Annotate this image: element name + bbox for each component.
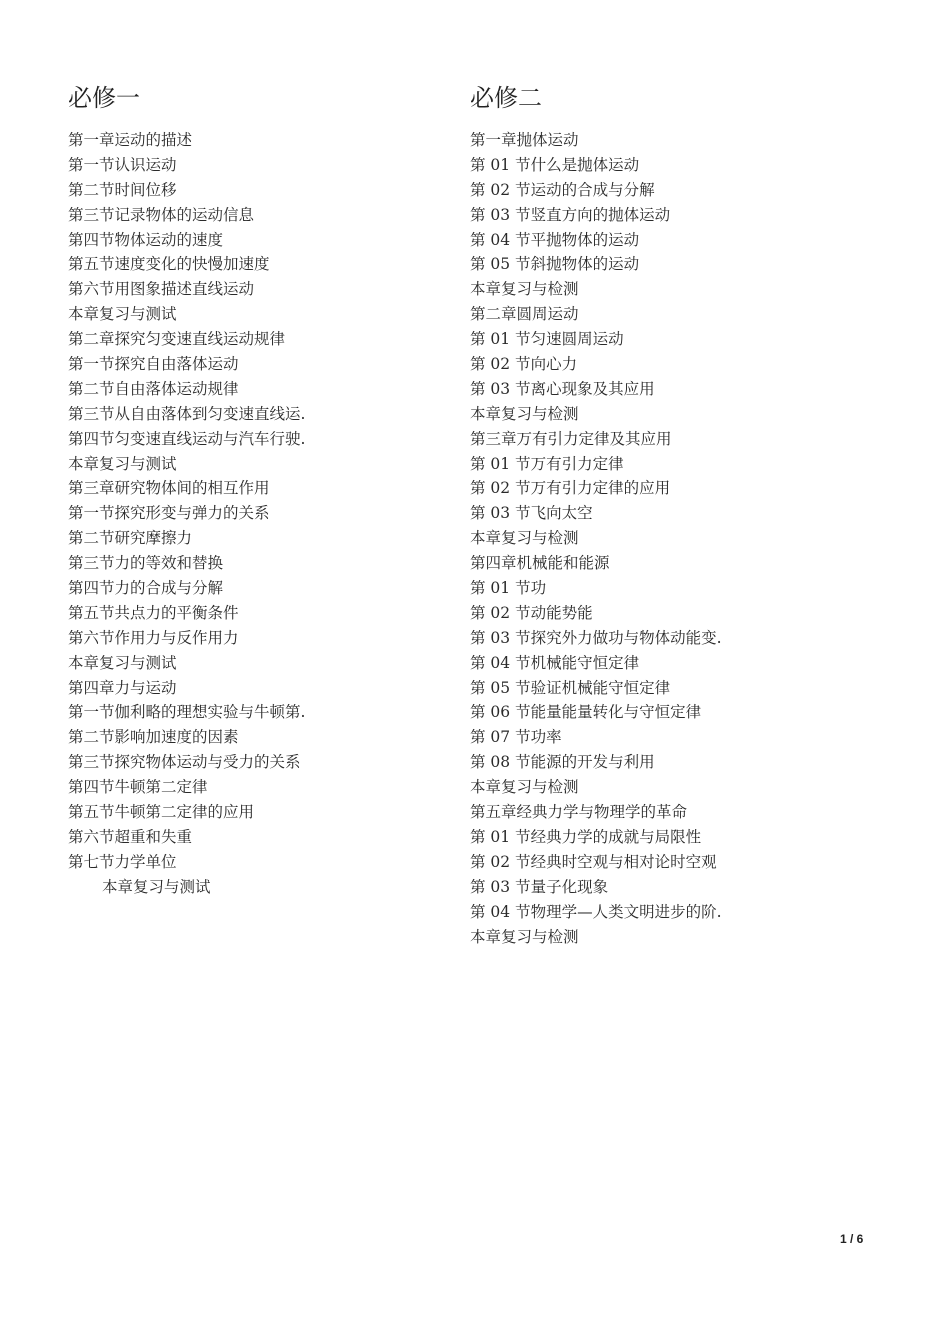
- toc-entry: 第 01 节什么是抛体运动: [470, 155, 640, 174]
- toc-entry: 第 03 节量子化现象: [470, 877, 609, 896]
- toc-entry: 第七节力学单位: [68, 852, 177, 871]
- toc-entry: 第 07 节功率: [470, 728, 562, 747]
- toc-entry: 第 01 节匀速圆周运动: [470, 330, 624, 349]
- toc-entry: 第五节速度变化的快慢加速度: [68, 255, 270, 274]
- toc-entry: 第 02 节向心力: [470, 355, 578, 374]
- toc-entry: 本章复习与测试: [68, 653, 177, 672]
- toc-entry: 第 03 节竖直方向的抛体运动: [470, 205, 671, 224]
- toc-entry: 第六节作用力与反作用力: [68, 628, 239, 647]
- toc-entry: 第 03 节飞向太空: [470, 504, 593, 523]
- toc-entry: 第一章抛体运动: [470, 131, 579, 149]
- toc-entry: 第四节物体运动的速度: [68, 230, 224, 249]
- toc-entry: 第二节时间位移: [68, 180, 177, 199]
- toc-entry: 第 03 节离心现象及其应用: [470, 379, 655, 398]
- toc-entry: 第二章圆周运动: [470, 305, 579, 324]
- toc-list: [68, 128, 448, 900]
- toc-entry: 第四节牛顿第二定律: [68, 778, 208, 797]
- toc-entry: 第一节探究自由落体运动: [68, 355, 239, 374]
- toc-column-compulsory-one: [68, 80, 448, 900]
- toc-entry: 第四章力与运动: [68, 678, 177, 697]
- toc-entry: 第六节超重和失重: [68, 827, 193, 846]
- toc-entry: 本章复习与测试: [68, 305, 177, 324]
- toc-entry: 第六节用图象描述直线运动: [68, 280, 255, 299]
- toc-entry: 第 02 节动能势能: [470, 603, 593, 622]
- toc-entry: 本章复习与检测: [470, 778, 579, 797]
- toc-entry: 第 02 节经典时空观与相对论时空观: [470, 852, 717, 871]
- toc-entry: 第二节研究摩擦力: [68, 529, 193, 548]
- toc-entry: 第 04 节机械能守恒定律: [470, 653, 640, 672]
- toc-entry: 第 05 节验证机械能守恒定律: [470, 678, 671, 697]
- toc-entry: 第 01 节经典力学的成就与局限性: [470, 827, 702, 846]
- toc-entry: 第 01 节万有引力定律: [470, 454, 624, 473]
- toc-entry: 第 04 节物理学—人类文明进步的阶.: [470, 902, 722, 921]
- toc-entry: 第 01 节功: [470, 579, 547, 598]
- toc-entry: 第四节力的合成与分解: [68, 579, 224, 598]
- toc-entry: 第一节认识运动: [68, 155, 177, 174]
- toc-entry: 第四章机械能和能源: [470, 554, 610, 573]
- toc-entry: 第五节牛顿第二定律的应用: [68, 803, 255, 822]
- toc-entry: 第 06 节能量能量转化与守恒定律: [470, 703, 702, 722]
- toc-entry: 第五节共点力的平衡条件: [68, 603, 239, 622]
- toc-entry: 第二节影响加速度的因素: [68, 728, 239, 747]
- toc-entry: 本章复习与检测: [470, 280, 579, 299]
- column-title: 必修二: [470, 84, 542, 112]
- toc-entry: 本章复习与测试: [68, 454, 177, 473]
- toc-entry: 第四节匀变速直线运动与汽车行驶.: [68, 429, 306, 448]
- toc-entry: 第二章探究匀变速直线运动规律: [68, 330, 286, 349]
- toc-entry: 第二节自由落体运动规律: [68, 379, 239, 398]
- toc-entry: 第三章万有引力定律及其应用: [470, 429, 672, 448]
- toc-entry: 本章复习与检测: [470, 927, 579, 946]
- toc-entry: 第 08 节能源的开发与利用: [470, 753, 655, 772]
- toc-entry: 第一节探究形变与弹力的关系: [68, 504, 270, 523]
- toc-entry: 第 05 节斜抛物体的运动: [470, 255, 640, 274]
- toc-entry: 第 03 节探究外力做功与物体动能变.: [470, 628, 722, 647]
- toc-entry: 本章复习与检测: [470, 529, 579, 548]
- toc-entry: 第一节伽利略的理想实验与牛顿第.: [68, 703, 306, 722]
- page-number: 1 / 6: [840, 1232, 864, 1246]
- toc-entry: 第 04 节平抛物体的运动: [470, 230, 640, 249]
- toc-list: [470, 128, 850, 949]
- column-title: 必修一: [68, 84, 140, 112]
- toc-column-compulsory-two: [470, 80, 850, 949]
- toc-entry: 第三章研究物体间的相互作用: [68, 479, 270, 498]
- toc-entry: 第三节从自由落体到匀变速直线运.: [68, 404, 306, 423]
- toc-entry: 第一章运动的描述: [68, 131, 193, 149]
- toc-entry: 本章复习与测试: [102, 877, 211, 896]
- toc-entry: 第三节记录物体的运动信息: [68, 205, 255, 224]
- toc-entry: 第三节探究物体运动与受力的关系: [68, 753, 301, 772]
- toc-entry: 本章复习与检测: [470, 404, 579, 423]
- toc-entry: 第三节力的等效和替换: [68, 554, 224, 573]
- toc-entry: 第 02 节运动的合成与分解: [470, 180, 655, 199]
- toc-entry: 第 02 节万有引力定律的应用: [470, 479, 671, 498]
- toc-entry: 第五章经典力学与物理学的革命: [470, 803, 688, 822]
